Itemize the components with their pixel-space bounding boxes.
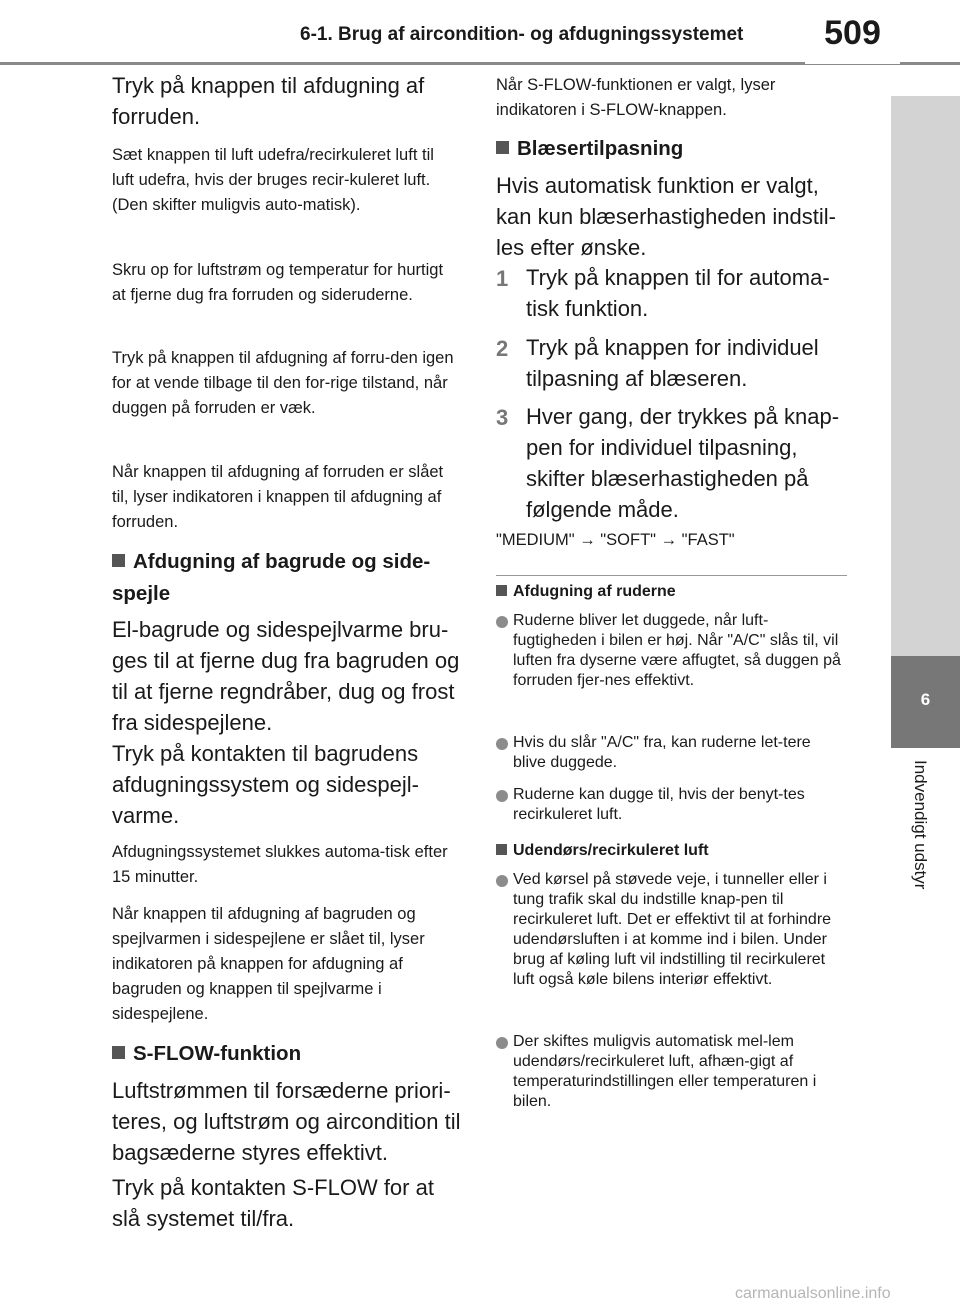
square-bullet-icon xyxy=(496,585,507,596)
list-item-text: Hvis du slår "A/C" fra, kan ruderne let-tere blive duggede. xyxy=(513,734,811,771)
paragraph: Når S-FLOW-funktionen er valgt, lyser indikatoren i S-FLOW-knappen. xyxy=(496,76,776,119)
square-bullet-icon xyxy=(112,1046,125,1059)
list-item xyxy=(496,870,848,990)
square-bullet-icon xyxy=(496,141,509,154)
section-heading xyxy=(496,133,846,165)
bullet-icon xyxy=(496,738,508,750)
note-heading xyxy=(496,582,846,602)
paragraph: El-bagrude og sidespejlvarme bru-ges til at fjerne dug fra bagruden og til at fjerne regndråber, dug og frost fra sidespejlene. xyxy=(112,617,460,735)
bullet-icon xyxy=(496,1037,508,1049)
watermark-text: carmanualsonline.info xyxy=(735,1285,891,1302)
step-text: Tryk på knappen til for automa-tisk funktion. xyxy=(526,265,830,321)
paragraph: Tryk på knappen til afdugning af forru-den igen for at vende tilbage til den for-rige tilstand, når duggen på forruden er væk. xyxy=(112,349,454,417)
heading-text: Afdugning af bagrude og side-spejle xyxy=(112,550,431,605)
chapter-label: Indvendigt udstyr xyxy=(911,760,930,890)
paragraph: Tryk på kontakten til bagrudens afdugningssystem og sidespejl-varme. xyxy=(112,741,419,828)
heading-text: S-FLOW-funktion xyxy=(133,1042,302,1065)
list-item-text: Ved kørsel på støvede veje, i tunneller eller i tung trafik skal du indstille knap-pen til recirkuleret luft. Det er effektivt til at forhindre udendørsluften i at komme ind i bilen. Under brug af køling luft vil indstilling til recirkuleret luft også køle bilens interiør effektivt. xyxy=(513,871,832,988)
list-item-text: Ruderne kan dugge til, hvis der benyt-tes recirkuleret luft. xyxy=(513,786,805,823)
list-item xyxy=(496,1032,848,1112)
step-number: 1 xyxy=(496,266,509,291)
paragraph: Tryk på knappen til afdugning af forruden. xyxy=(112,73,425,129)
chapter-number: 6 xyxy=(920,690,931,709)
paragraph: Når knappen til afdugning af bagruden og spejlvarmen i sidespejlene er slået til, lyser indikatoren på knappen for afdugning af bagruden og knappen til spejlvarme i sidespejlene. xyxy=(112,905,425,1023)
note-heading xyxy=(496,841,846,861)
list-item xyxy=(496,611,848,691)
step-number: 2 xyxy=(496,336,509,361)
paragraph: Luftstrømmen til forsæderne priori-teres, og luftstrøm og aircondition til bagsæderne styres effektivt. xyxy=(112,1078,461,1165)
paragraph: Hvis automatisk funktion er valgt, kan kun blæserhastigheden indstil-les efter ønske. xyxy=(496,173,836,260)
heading-text: Blæsertilpasning xyxy=(517,137,684,160)
notes-divider xyxy=(496,575,847,576)
list-item-text: Der skiftes muligvis automatisk mel-lem udendørs/recirkuleret luft, afhæn-gigt af temperaturindstillingen eller temperaturen i bilen. xyxy=(513,1033,817,1110)
square-bullet-icon xyxy=(496,844,507,855)
step-text: Tryk på knappen for individuel tilpasning af blæseren. xyxy=(526,335,819,391)
paragraph: Afdugningssystemet slukkes automa-tisk efter 15 minutter. xyxy=(112,843,448,886)
note-heading-text: Udendørs/recirkuleret luft xyxy=(513,842,709,859)
bullet-icon xyxy=(496,875,508,887)
page-number: 509 xyxy=(824,14,881,52)
sequence-text: "MEDIUM" → "SOFT" → "FAST" xyxy=(496,531,735,549)
list-item xyxy=(496,785,848,825)
paragraph: Når knappen til afdugning af forruden er slået til, lyser indikatoren i knappen til afdugning af forruden. xyxy=(112,463,444,531)
bullet-icon xyxy=(496,616,508,628)
section-heading xyxy=(112,1038,462,1070)
list-item-text: Ruderne bliver let duggede, når luft-fugtigheden i bilen er høj. Når "A/C" slås til, vil luften fra dyserne være affugtet, så duggen på forruden fjer-nes effektivt. xyxy=(513,612,841,689)
paragraph: Sæt knappen til luft udefra/recirkuleret luft til luft udefra, hvis der bruges recir-kuleret luft. (Den skifter muligvis auto-matisk). xyxy=(112,146,434,214)
paragraph: Skru op for luftstrøm og temperatur for hurtigt at fjerne dug fra forruden og sideruderne. xyxy=(112,261,444,304)
step-text: Hver gang, der trykkes på knap-pen for individuel tilpasning, skifter blæserhastigheden på følgende måde. xyxy=(526,404,840,522)
bullet-icon xyxy=(496,790,508,802)
section-heading xyxy=(112,546,462,610)
note-heading-text: Afdugning af ruderne xyxy=(513,583,676,600)
list-item xyxy=(496,733,848,773)
section-title: 6-1. Brug af aircondition- og afdugningssystemet xyxy=(300,24,744,45)
sidebar-band xyxy=(891,96,960,656)
square-bullet-icon xyxy=(112,554,125,567)
step-number: 3 xyxy=(496,405,509,430)
paragraph: Tryk på kontakten S-FLOW for at slå systemet til/fra. xyxy=(112,1175,434,1231)
